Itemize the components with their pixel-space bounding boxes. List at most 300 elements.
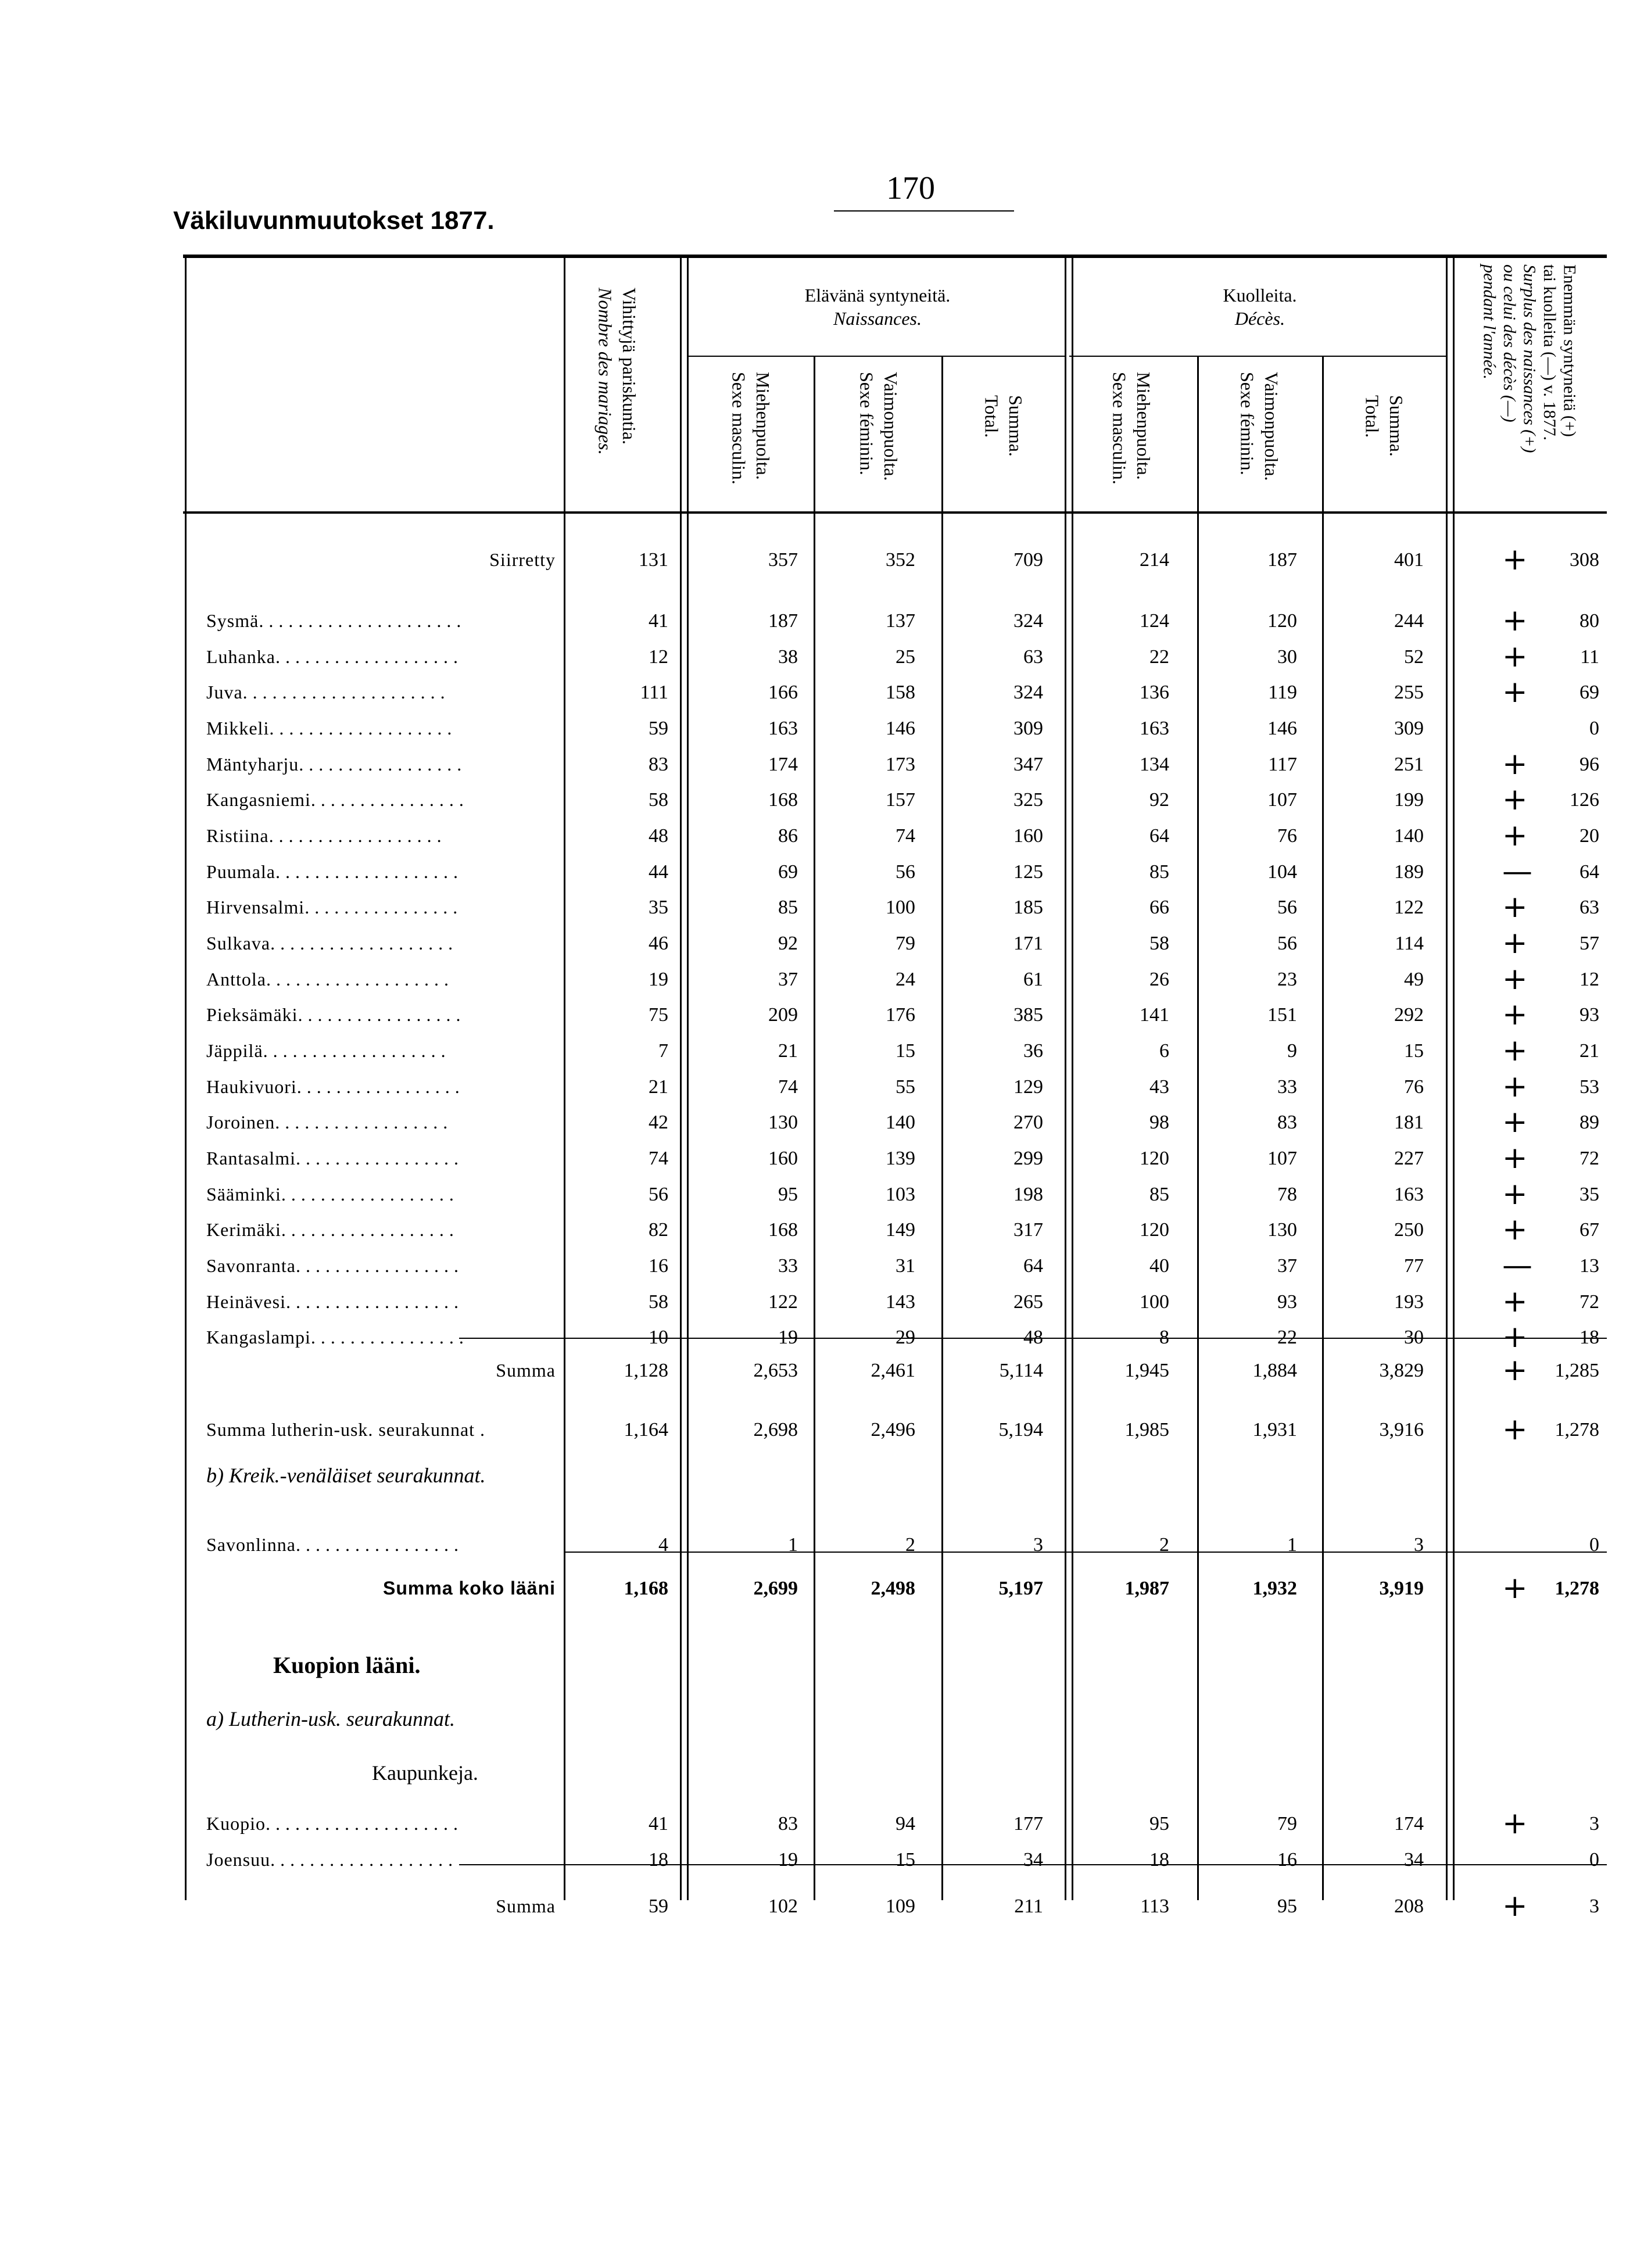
cell-d-m: 214 xyxy=(1140,549,1169,571)
row-name-text: Summa xyxy=(496,1360,556,1381)
cell-b-t: 211 xyxy=(1014,1896,1043,1917)
table-row xyxy=(0,1177,1644,1217)
cell-b-t: 270 xyxy=(1013,1112,1043,1133)
deaths-male-fr: Sexe masculin. xyxy=(1109,372,1130,485)
cell-b-m: 160 xyxy=(768,1148,798,1169)
row-name xyxy=(206,1813,463,1835)
cell-b-t: 64 xyxy=(1023,1255,1043,1277)
cell-marriages: 82 xyxy=(649,1219,668,1241)
leader-dots: ................. xyxy=(295,1148,464,1169)
cell-d-m: 120 xyxy=(1140,1148,1169,1169)
cell-diff: 18 xyxy=(1579,1327,1599,1348)
plus-sign: + xyxy=(1502,1320,1528,1355)
cell-d-t: 174 xyxy=(1394,1813,1424,1835)
cell-b-f: 74 xyxy=(896,825,915,847)
leader-dots: .................. xyxy=(285,1291,464,1312)
cell-b-f: 24 xyxy=(896,969,915,990)
row-name-text: Siirretty xyxy=(489,549,556,570)
leader-dots: ..................... xyxy=(259,610,467,631)
row-name-text: Savonranta xyxy=(206,1255,296,1276)
plus-sign: + xyxy=(1502,1353,1528,1388)
cell-d-m: 18 xyxy=(1149,1849,1169,1871)
births-male-fr: Sexe masculin. xyxy=(728,372,750,485)
cell-d-f: 16 xyxy=(1277,1849,1297,1871)
cell-d-f: 37 xyxy=(1277,1255,1297,1277)
plus-sign: + xyxy=(1502,1284,1528,1319)
cell-d-m: 92 xyxy=(1149,789,1169,811)
row-name-text: Kerimäki xyxy=(206,1219,281,1240)
leader-dots: ................. xyxy=(295,1534,464,1555)
cell-marriages: 48 xyxy=(649,825,668,847)
deaths-female-header xyxy=(1235,372,1283,506)
cell-b-m: 130 xyxy=(768,1112,798,1133)
cell-b-f: 146 xyxy=(886,718,915,739)
deaths-total-header xyxy=(1360,395,1408,500)
cell-d-m: 2 xyxy=(1159,1534,1169,1556)
table-row xyxy=(0,603,1644,644)
cell-d-m: 22 xyxy=(1149,646,1169,668)
table-row xyxy=(0,1320,1644,1360)
cell-d-t: 208 xyxy=(1394,1896,1424,1917)
surplus-header xyxy=(1479,264,1579,508)
table-row xyxy=(0,747,1644,787)
cell-b-t: 125 xyxy=(1013,861,1043,883)
cell-b-f: 103 xyxy=(886,1184,915,1205)
leader-dots: ................... xyxy=(270,1849,459,1870)
table-row xyxy=(0,1889,1644,1929)
row-name xyxy=(206,1219,459,1241)
cell-d-t: 250 xyxy=(1394,1219,1424,1241)
cell-diff: 67 xyxy=(1579,1219,1599,1241)
row-name-text: Pieksämäki xyxy=(206,1004,298,1025)
cell-d-f: 56 xyxy=(1277,897,1297,918)
cell-marriages: 41 xyxy=(649,1813,668,1835)
cell-diff: 3 xyxy=(1589,1896,1599,1917)
births-header-fi: Elävänä syntyneitä. xyxy=(804,285,951,306)
leader-dots: ................. xyxy=(296,1076,465,1097)
cell-diff: 72 xyxy=(1579,1291,1599,1313)
cell-b-t: 324 xyxy=(1013,610,1043,632)
births-subheader-rule xyxy=(689,356,1066,357)
cell-b-m: 19 xyxy=(778,1849,798,1871)
cell-marriages: 111 xyxy=(640,682,668,703)
cell-d-m: 58 xyxy=(1149,933,1169,954)
cell-b-f: 143 xyxy=(886,1291,915,1313)
cell-d-t: 3 xyxy=(1414,1534,1424,1556)
row-name xyxy=(206,718,457,739)
row-name xyxy=(206,1112,453,1133)
deaths-header-fi: Kuolleita. xyxy=(1223,285,1297,306)
row-name xyxy=(206,1040,451,1062)
surplus-header-fr1: Surplus des naissances (+) xyxy=(1520,264,1539,453)
cell-d-t: 199 xyxy=(1394,789,1424,811)
marriages-header-fi: Vihittyjä pariskuntia. xyxy=(619,288,640,445)
cell-b-m: 21 xyxy=(778,1040,798,1062)
cell-diff: 0 xyxy=(1589,1534,1599,1556)
cell-d-m: 40 xyxy=(1149,1255,1169,1277)
table-top-rule xyxy=(183,255,1607,258)
cell-d-t: 3,829 xyxy=(1379,1360,1424,1381)
row-name-text: Mikkeli xyxy=(206,718,270,739)
cell-d-f: 117 xyxy=(1268,754,1297,775)
cell-b-f: 139 xyxy=(886,1148,915,1169)
cell-b-m: 95 xyxy=(778,1184,798,1205)
row-name-text: Savonlinna xyxy=(206,1534,296,1555)
cell-diff: 12 xyxy=(1579,969,1599,990)
row-name xyxy=(206,1255,464,1277)
plus-sign: + xyxy=(1502,890,1528,925)
deaths-subheader-rule xyxy=(1069,356,1447,357)
cell-diff: 93 xyxy=(1579,1004,1599,1026)
cell-b-f: 2,461 xyxy=(871,1360,915,1381)
cell-d-m: 26 xyxy=(1149,969,1169,990)
row-name xyxy=(206,933,458,954)
minus-sign: — xyxy=(1502,1248,1532,1283)
plus-sign: + xyxy=(1502,1212,1528,1247)
cell-b-m: 357 xyxy=(768,549,798,571)
leader-dots: ................ xyxy=(310,1327,469,1348)
table-row xyxy=(0,890,1644,930)
deaths-total-fr: Total. xyxy=(1362,395,1383,438)
cell-b-t: 129 xyxy=(1013,1076,1043,1098)
cell-marriages: 1,128 xyxy=(624,1360,668,1381)
cell-b-f: 55 xyxy=(896,1076,915,1098)
row-name-text: Summa koko lääni xyxy=(383,1578,556,1599)
row-name xyxy=(206,1184,459,1205)
cell-d-t: 255 xyxy=(1394,682,1424,703)
table-row xyxy=(0,997,1644,1038)
cell-b-t: 177 xyxy=(1013,1813,1043,1835)
cell-d-m: 43 xyxy=(1149,1076,1169,1098)
cell-b-t: 317 xyxy=(1013,1219,1043,1241)
row-name-text: Kangaslampi xyxy=(206,1327,311,1348)
row-name xyxy=(206,1419,485,1441)
cell-b-f: 29 xyxy=(896,1327,915,1348)
surplus-header-fi1: Enemmän syntyneitä (+) xyxy=(1560,264,1579,437)
cell-d-t: 52 xyxy=(1404,646,1424,668)
cell-marriages: 75 xyxy=(649,1004,668,1026)
cell-d-t: 309 xyxy=(1394,718,1424,739)
cell-b-m: 38 xyxy=(778,646,798,668)
cell-d-f: 30 xyxy=(1277,646,1297,668)
cell-d-m: 163 xyxy=(1140,718,1169,739)
cell-marriages: 131 xyxy=(639,549,668,571)
cell-b-t: 5,197 xyxy=(998,1578,1043,1599)
row-name xyxy=(206,1327,469,1348)
table-row xyxy=(0,782,1644,823)
cell-marriages: 74 xyxy=(649,1148,668,1169)
surplus-header-fr3: pendant l'année. xyxy=(1480,264,1499,380)
cell-d-t: 251 xyxy=(1394,754,1424,775)
row-name xyxy=(489,549,556,571)
cell-b-t: 3 xyxy=(1033,1534,1043,1556)
plus-sign: + xyxy=(1502,1177,1528,1212)
cell-marriages: 46 xyxy=(649,933,668,954)
row-name-text: Joroinen xyxy=(206,1112,275,1133)
cell-b-t: 385 xyxy=(1013,1004,1043,1026)
plus-sign: + xyxy=(1502,1571,1528,1606)
cell-b-m: 168 xyxy=(768,789,798,811)
cell-b-f: 352 xyxy=(886,549,915,571)
leader-dots: ................. xyxy=(299,754,467,775)
plus-sign: + xyxy=(1502,1806,1528,1841)
cell-b-m: 85 xyxy=(778,897,798,918)
cell-b-t: 185 xyxy=(1013,897,1043,918)
surplus-header-fr2: ou celui des décès (—) xyxy=(1500,264,1519,422)
cell-b-t: 347 xyxy=(1013,754,1043,775)
cell-b-f: 25 xyxy=(896,646,915,668)
cell-b-f: 173 xyxy=(886,754,915,775)
table-row xyxy=(0,1806,1644,1847)
cell-marriages: 18 xyxy=(649,1849,668,1871)
cell-d-f: 83 xyxy=(1277,1112,1297,1133)
cell-d-t: 189 xyxy=(1394,861,1424,883)
plus-sign: + xyxy=(1502,997,1528,1032)
cell-b-f: 100 xyxy=(886,897,915,918)
table-row xyxy=(0,1141,1644,1181)
cell-b-t: 324 xyxy=(1013,682,1043,703)
births-male-fi: Miehenpuolta. xyxy=(753,372,774,480)
cell-diff: 21 xyxy=(1579,1040,1599,1062)
cell-marriages: 12 xyxy=(649,646,668,668)
table-row xyxy=(0,718,1644,751)
plus-sign: + xyxy=(1502,1033,1528,1068)
cell-marriages: 58 xyxy=(649,1291,668,1313)
cell-marriages: 59 xyxy=(649,718,668,739)
cell-d-f: 107 xyxy=(1267,789,1297,811)
cell-b-f: 15 xyxy=(896,1849,915,1871)
table-row xyxy=(0,639,1644,680)
row-name-text: Kuopio xyxy=(206,1813,266,1834)
births-female-header xyxy=(854,372,902,506)
row-name xyxy=(206,789,469,811)
cell-b-m: 69 xyxy=(778,861,798,883)
row-name xyxy=(206,1076,465,1098)
cell-b-t: 309 xyxy=(1013,718,1043,739)
table-row xyxy=(0,1284,1644,1325)
cell-d-f: 104 xyxy=(1267,861,1297,883)
cell-d-f: 93 xyxy=(1277,1291,1297,1313)
cell-d-t: 49 xyxy=(1404,969,1424,990)
deaths-male-fi: Miehenpuolta. xyxy=(1133,372,1155,480)
cell-diff: 11 xyxy=(1580,646,1599,668)
row-name xyxy=(206,897,463,918)
row-name xyxy=(206,754,467,775)
cell-d-f: 95 xyxy=(1277,1896,1297,1917)
births-female-fr: Sexe féminin. xyxy=(856,372,877,475)
plus-sign: + xyxy=(1502,818,1528,853)
cell-d-t: 3,916 xyxy=(1379,1419,1424,1441)
cell-d-f: 120 xyxy=(1267,610,1297,632)
row-name-text: Anttola xyxy=(206,969,266,990)
cell-b-m: 102 xyxy=(768,1896,798,1917)
plus-sign: + xyxy=(1502,962,1528,997)
cell-b-t: 709 xyxy=(1013,549,1043,571)
row-name-text: Haukivuori xyxy=(206,1076,297,1097)
row-name xyxy=(383,1578,556,1599)
cell-diff: 63 xyxy=(1579,897,1599,918)
cell-diff: 80 xyxy=(1579,610,1599,632)
row-name xyxy=(206,1291,464,1313)
leader-dots: ................... xyxy=(275,646,463,667)
cell-b-f: 2 xyxy=(905,1534,915,1556)
row-name-text: Summa xyxy=(496,1896,556,1916)
table-row xyxy=(0,1849,1644,1883)
row-name xyxy=(206,682,450,703)
cell-marriages: 44 xyxy=(649,861,668,883)
cell-b-f: 137 xyxy=(886,610,915,632)
cell-diff: 57 xyxy=(1579,933,1599,954)
row-name-text: Sulkava xyxy=(206,933,271,954)
cell-d-t: 122 xyxy=(1394,897,1424,918)
table-row xyxy=(0,1069,1644,1110)
plus-sign: + xyxy=(1502,926,1528,961)
marriages-header xyxy=(593,288,641,503)
table-row xyxy=(0,675,1644,715)
cell-b-t: 265 xyxy=(1013,1291,1043,1313)
plus-sign: + xyxy=(1502,603,1528,638)
leader-dots: ................ xyxy=(310,789,469,810)
row-name xyxy=(206,610,466,632)
cell-b-m: 187 xyxy=(768,610,798,632)
cell-marriages: 4 xyxy=(658,1534,668,1556)
cell-diff: 69 xyxy=(1579,682,1599,703)
cell-d-f: 33 xyxy=(1277,1076,1297,1098)
table-row xyxy=(0,1353,1644,1393)
cell-d-f: 56 xyxy=(1277,933,1297,954)
cell-b-m: 86 xyxy=(778,825,798,847)
births-total-header xyxy=(979,395,1027,500)
plus-sign: + xyxy=(1502,542,1528,577)
cell-d-f: 1 xyxy=(1287,1534,1297,1556)
cell-b-t: 299 xyxy=(1013,1148,1043,1169)
row-name-text: Luhanka xyxy=(206,646,275,667)
cell-b-m: 92 xyxy=(778,933,798,954)
section-lutheran: a) Lutherin-usk. seurakunnat. xyxy=(206,1707,455,1730)
cell-d-t: 244 xyxy=(1394,610,1424,632)
cell-b-t: 48 xyxy=(1023,1327,1043,1348)
cell-d-f: 187 xyxy=(1267,549,1297,571)
row-name-text: Sysmä xyxy=(206,610,259,631)
leader-dots: .................. xyxy=(281,1219,459,1240)
cell-marriages: 1,164 xyxy=(624,1419,668,1441)
row-name-text: Kangasniemi xyxy=(206,789,311,810)
row-name-text: Heinävesi xyxy=(206,1291,286,1312)
leader-dots: ................... xyxy=(263,1040,451,1061)
cell-diff: 1,285 xyxy=(1555,1360,1599,1381)
cell-diff: 1,278 xyxy=(1555,1419,1599,1441)
cell-b-t: 171 xyxy=(1013,933,1043,954)
table-row xyxy=(0,542,1644,583)
births-total-fi: Summa. xyxy=(1005,395,1027,457)
cell-d-t: 181 xyxy=(1394,1112,1424,1133)
row-name xyxy=(206,861,463,883)
cell-d-f: 9 xyxy=(1287,1040,1297,1062)
cell-diff: 35 xyxy=(1579,1184,1599,1205)
leader-dots: ................... xyxy=(266,969,454,990)
cell-b-m: 166 xyxy=(768,682,798,703)
plus-sign: + xyxy=(1502,782,1528,817)
marriages-header-fr: Nombre des mariages. xyxy=(594,288,616,455)
leader-dots: ................... xyxy=(269,718,457,739)
cell-d-m: 98 xyxy=(1149,1112,1169,1133)
cell-marriages: 59 xyxy=(649,1896,668,1917)
leader-dots: .................. xyxy=(268,825,447,846)
cell-d-f: 151 xyxy=(1267,1004,1297,1026)
cell-d-t: 114 xyxy=(1395,933,1424,954)
cell-diff: 1,278 xyxy=(1555,1578,1599,1599)
table-row xyxy=(0,1412,1644,1453)
cell-d-m: 1,987 xyxy=(1124,1578,1169,1599)
deaths-female-fi: Vaimonpuolta. xyxy=(1261,372,1283,481)
cell-b-t: 5,114 xyxy=(999,1360,1043,1381)
cell-d-m: 6 xyxy=(1159,1040,1169,1062)
cell-marriages: 7 xyxy=(658,1040,668,1062)
cell-b-f: 109 xyxy=(886,1896,915,1917)
cell-d-m: 136 xyxy=(1140,682,1169,703)
row-name-text: Ristiina xyxy=(206,825,269,846)
cell-b-m: 174 xyxy=(768,754,798,775)
plus-sign: + xyxy=(1502,1889,1528,1923)
page-number: 170 xyxy=(886,170,935,206)
cell-marriages: 10 xyxy=(649,1327,668,1348)
cell-diff: 53 xyxy=(1579,1076,1599,1098)
cell-b-f: 15 xyxy=(896,1040,915,1062)
leader-dots: ................... xyxy=(270,933,459,954)
cell-d-t: 292 xyxy=(1394,1004,1424,1026)
cell-d-m: 64 xyxy=(1149,825,1169,847)
cell-marriages: 1,168 xyxy=(624,1578,668,1599)
cell-b-f: 158 xyxy=(886,682,915,703)
page-header-title: Väkiluvunmuutokset 1877. xyxy=(173,206,495,235)
cell-b-f: 176 xyxy=(886,1004,915,1026)
cell-d-m: 1,985 xyxy=(1124,1419,1169,1441)
births-male-header xyxy=(726,372,775,506)
plus-sign: + xyxy=(1502,1105,1528,1140)
table-header-rule xyxy=(183,511,1607,514)
births-female-fi: Vaimonpuolta. xyxy=(880,372,902,481)
cell-d-t: 34 xyxy=(1404,1849,1424,1871)
plus-sign: + xyxy=(1502,1141,1528,1176)
table-row xyxy=(0,1105,1644,1145)
row-name-text: Summa lutherin-usk. seurakunnat . xyxy=(206,1419,486,1440)
cell-d-m: 8 xyxy=(1159,1327,1169,1348)
cell-diff: 0 xyxy=(1589,718,1599,739)
row-name-text: Hirvensalmi xyxy=(206,897,305,918)
table-row xyxy=(0,1534,1644,1568)
cell-diff: 96 xyxy=(1579,754,1599,775)
leader-dots: .................. xyxy=(281,1184,459,1205)
cell-d-f: 79 xyxy=(1277,1813,1297,1835)
cell-marriages: 21 xyxy=(649,1076,668,1098)
cell-marriages: 56 xyxy=(649,1184,668,1205)
cell-b-t: 325 xyxy=(1013,789,1043,811)
section-province-kuopio: Kuopion lääni. xyxy=(273,1652,421,1678)
leader-dots: .................... xyxy=(266,1813,463,1834)
cell-diff: 13 xyxy=(1579,1255,1599,1277)
cell-b-t: 36 xyxy=(1023,1040,1043,1062)
cell-b-m: 168 xyxy=(768,1219,798,1241)
plus-sign: + xyxy=(1502,1069,1528,1104)
row-name xyxy=(206,825,447,847)
cell-diff: 3 xyxy=(1589,1813,1599,1835)
section-greek-orthodox: b) Kreik.-venäläiset seurakunnat. xyxy=(206,1464,486,1487)
cell-b-m: 2,699 xyxy=(753,1578,798,1599)
cell-d-m: 100 xyxy=(1140,1291,1169,1313)
cell-b-f: 56 xyxy=(896,861,915,883)
leader-dots: ..................... xyxy=(242,682,450,703)
cell-b-m: 1 xyxy=(788,1534,798,1556)
